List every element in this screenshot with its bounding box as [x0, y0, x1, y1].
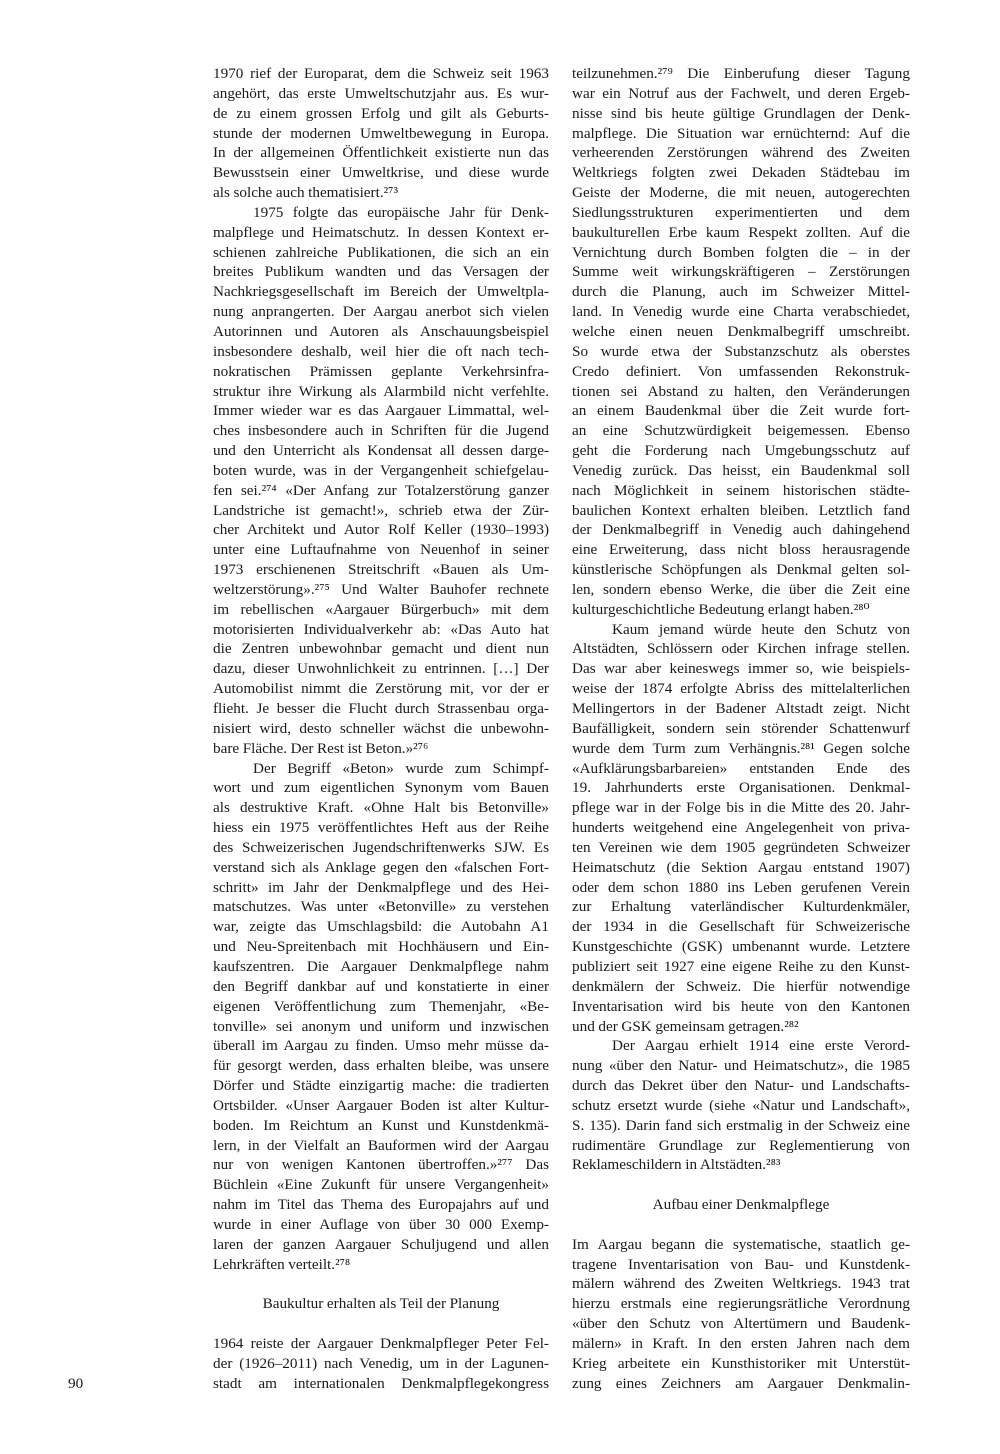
text-line: verheerenden Zerstörungen während des Zweiten — [572, 144, 910, 162]
text-line: ten Vereinen wie dem 1905 gegründeten Schweizer — [572, 838, 910, 856]
text-line: pflege war in der Folge bis in die Mitte des 20. Jahr- — [572, 799, 910, 817]
text-line: schritt» im Jahr der Denkmalpflege und des Hei- — [213, 878, 549, 896]
text-line: ches insbesondere auch in Schriften für die Jugend — [213, 422, 549, 440]
text-line: Kunstgeschichte (GSK) umbenannt wurde. Letztere — [572, 938, 910, 956]
text-line: Lehrkräften verteilt.²⁷⁸ — [213, 1255, 351, 1273]
text-line: Vernichtung durch Bomben folgten die – in der — [572, 243, 910, 261]
text-line: Nachkriegsgesellschaft im Bereich der Umweltpla- — [213, 283, 549, 301]
paragraph — [572, 1235, 910, 1394]
text-line: nisse sind bis heute gültige Grundlagen der Denk- — [572, 104, 910, 122]
text-line: Krieg arbeitete ein Kunsthistoriker mit Unterstüt- — [572, 1354, 910, 1372]
text-line: malpflege. Die Situation war ernüchternd: Auf die — [572, 124, 910, 142]
text-line: Geiste der Moderne, die mit neuen, autogerechten — [572, 184, 910, 202]
text-line: überall im Aargau zu finden. Umso mehr müsse da- — [213, 1037, 549, 1055]
text-line: 1964 reiste der Aargauer Denkmalpfleger Peter Fel- — [213, 1335, 549, 1352]
text-line: zur Erhaltung vaterländischer Kulturdenkmäler, — [572, 898, 910, 916]
text-line: nahm im Titel das Thema des Europajahrs auf und — [213, 1196, 549, 1214]
text-line: dazu, dieser Unwohnlichkeit zu entrinnen. […] Der — [213, 660, 549, 678]
paragraph — [572, 620, 910, 1037]
text-line: rudimentäre Grundlage zur Reglementierung von — [572, 1136, 910, 1154]
text-line: schutz ersetzt wurde (siehe «Natur und Landschaft», — [572, 1096, 910, 1114]
text-line: Baufälligkeit, sondern sein störender Schattenwurf — [572, 719, 910, 737]
text-line: im rebellischen «Aargauer Bürgerbuch» mit dem — [213, 600, 549, 618]
text-line: Ortsbilder. «Unser Aargauer Boden ist alter Kultur- — [213, 1096, 549, 1114]
text-line: Bewusstsein einer Umweltkrise, und diese wurde — [213, 164, 549, 182]
paragraph — [213, 1334, 549, 1394]
text-line: wurde in einer Auflage von über 30 000 Exemp- — [213, 1215, 549, 1233]
text-line: und den Unterricht als Kondensat all dessen darge- — [213, 442, 549, 460]
text-line: Siedlungsstrukturen experimentierten und dem — [572, 203, 910, 221]
text-line: «Aufklärungsbarbareien» entstanden Ende des — [572, 759, 910, 777]
text-line: baulichen Kontext erhalten bleiben. Letztlich fand — [572, 501, 910, 519]
text-line: nokratischen Prämissen geplante Verkehrsinfra- — [213, 362, 549, 380]
text-line: Kaum jemand würde heute den Schutz von — [612, 620, 910, 638]
text-line: nach Möglichkeit in seinem historischen städte- — [572, 481, 910, 499]
text-line: So wurde etwa der Substanzschutz als oberstes — [572, 342, 910, 360]
text-line: struktur ihre Wirkung als Alarmbild nicht verfehlte. — [213, 382, 549, 400]
text-line: weltzerstörung».²⁷⁵ Und Walter Bauhofer rechnete — [213, 580, 549, 598]
text-line: 1975 folgte das europäische Jahr für Denk- — [253, 203, 549, 221]
text-line: Landstriche ist gemacht!», schrieb etwa der Zür- — [213, 501, 549, 519]
text-line: nur von wenigen Kantonen übertroffen.»²⁷⁷ Das — [213, 1156, 549, 1174]
text-line: fen sei.²⁷⁴ «Der Anfang zur Totalzerstörung ganzer — [213, 481, 549, 499]
text-line: Inventarisation wird bis heute von den Kantonen — [572, 997, 910, 1015]
text-line: boten wurde, was in der Vergangenheit schiefgelau- — [213, 461, 549, 479]
text-line: war, zeigte das Umschlagsbild: die Autobahn A1 — [213, 918, 549, 936]
text-line: wort und zum eigentlichen Synonym vom Bauen — [213, 779, 549, 797]
text-line: eine Erweiterung, dass nicht bloss herausragende — [572, 541, 910, 559]
text-line: als solche auch thematisiert.²⁷³ — [213, 184, 399, 202]
text-line: und der GSK gemeinsam getragen.²⁸² — [572, 1017, 799, 1035]
text-line: Weltkriegs folgten zwei Dekaden Städtebau im — [572, 164, 910, 182]
text-line: S. 135). Darin fand sich erstmalig in der Schweiz eine — [572, 1116, 910, 1134]
text-line: denkmälern der Schweiz. Die hierfür notwendige — [572, 977, 910, 995]
text-line: Automobilist nimmt die Zerstörung mit, vor der er — [213, 680, 549, 698]
text-line: eigenen Veröffentlichung zum Themenjahr, «Be- — [213, 997, 549, 1015]
text-line: hierzu erstmals eine regierungsrätliche Verordnung — [572, 1295, 910, 1313]
text-line: laren der ganzen Aargauer Schuljugend und allen — [213, 1235, 549, 1253]
text-line: Dörfer und Städte einzigartig mache: die tradierten — [213, 1077, 549, 1095]
text-line: an eine Schutzwürdigkeit beigemessen. Ebenso — [572, 422, 910, 440]
blank-line — [572, 1175, 910, 1195]
text-line: tragene Inventarisation von Bau- und Kunstdenk- — [572, 1255, 910, 1273]
text-line: weise der 1874 erfolgte Abriss des mittelalterlichen — [572, 680, 910, 698]
text-line: stadt am internationalen Denkmalpflegekongress — [213, 1374, 549, 1392]
page-number: 90 — [68, 1375, 84, 1392]
text-line: die Zentren unbewohnbar gemacht und dient nun — [213, 640, 549, 658]
text-line: zung eines Zeichners am Aargauer Denkmalin- — [572, 1374, 910, 1392]
text-line: hunderts weitgehend eine Angelegenheit von priva- — [572, 819, 910, 837]
text-line: «über den Schutz von Altertümern und Baudenk- — [572, 1315, 910, 1333]
text-line: len, sondern ebenso Werke, die über die Zeit eine — [572, 580, 910, 598]
text-line: In der allgemeinen Öffentlichkeit existierte nun das — [213, 144, 549, 162]
paragraph — [213, 759, 549, 1275]
text-line: der (1926–2011) nach Venedig, um in der Lagunen- — [213, 1354, 549, 1372]
text-line: flieht. Je besser die Flucht durch Strassenbau orga- — [213, 700, 549, 717]
text-line: und Neu-Spreitenbach mit Hochhäusern und Ein- — [213, 938, 549, 956]
text-line: Venedig zurück. Das heisst, ein Baudenkmal soll — [572, 461, 910, 479]
text-line: motorisierten Individualverkehr ab: «Das Auto hat — [213, 620, 549, 638]
text-line: als destruktive Kraft. «Ohne Halt bis Betonville» — [213, 799, 549, 817]
text-line: geht die Forderung nach Umgebungsschutz auf — [572, 442, 910, 460]
left-text-column — [213, 64, 549, 1394]
text-line: baukulturellen Erbe kaum Respekt zollten. Auf die — [572, 223, 910, 241]
text-line: der Denkmalbegriff in Venedig auch dahingehend — [572, 521, 910, 539]
section-heading: Baukultur erhalten als Teil der Planung — [262, 1295, 500, 1313]
text-line: teilzunehmen.²⁷⁹ Die Einberufung dieser Tagung — [572, 65, 910, 82]
blank-line — [572, 1215, 910, 1235]
text-line: kaufszentren. Die Aargauer Denkmalpflege nahm — [213, 957, 549, 975]
text-line: hiess ein 1975 veröffentlichtes Heft aus der Reihe — [213, 819, 549, 837]
text-line: de zu einem grossen Erfolg und gilt als Geburts- — [213, 104, 549, 122]
text-line: malpflege und Heimatschutz. In dessen Kontext er- — [213, 223, 549, 241]
text-line: tionen sei Abstand zu halten, den Veränderungen — [572, 382, 910, 400]
paragraph — [213, 64, 549, 203]
text-line: boden. Im Reichtum an Kunst und Kunstdenkmä- — [213, 1116, 549, 1134]
text-line: Credo definiert. Von umfassenden Rekonstruk- — [572, 362, 910, 380]
text-line: oder dem schon 1880 ins Leben gerufenen Verein — [572, 878, 910, 896]
text-line: Mellingertors in der Badener Altstadt zeigt. Nicht — [572, 700, 910, 717]
text-line: 1970 rief der Europarat, dem die Schweiz seit 1963 — [213, 65, 549, 82]
text-line: Im Aargau begann die systematische, staatlich ge- — [572, 1235, 910, 1253]
text-line: verstand sich als Anklage gegen den «falschen Fort- — [213, 858, 549, 876]
text-line: den Begriff dankbar auf und konstatierte in einer — [213, 977, 549, 995]
text-line: publiziert seit 1927 eine eigene Reihe zu den Kunst- — [572, 957, 910, 975]
text-line: war ein Notruf aus der Fachwelt, und deren Ergeb- — [572, 84, 910, 102]
text-line: land. In Venedig wurde eine Charta verabschiedet, — [572, 303, 910, 321]
text-line: unter eine Luftaufnahme von Neuenhof in seiner — [213, 541, 549, 559]
text-line: Büchlein «Eine Zukunft für unsere Vergangenheit» — [213, 1176, 549, 1194]
text-line: mälern während des Zweiten Weltkriegs. 1943 trat — [572, 1275, 910, 1293]
paragraph — [572, 64, 910, 620]
text-line: Reklameschildern in Altstädten.²⁸³ — [572, 1156, 781, 1174]
text-line: lern, in der Vielfalt an Bauformen wird der Aargau — [213, 1136, 549, 1154]
text-line: nisiert wird, desto schneller wächst die unbewohn- — [213, 719, 549, 737]
text-line: welche einen neuen Denkmalbegriff umschreibt. — [572, 322, 910, 340]
blank-line — [213, 1314, 549, 1334]
text-line: stunde der modernen Umweltbewegung in Europa. — [213, 124, 549, 142]
text-line: durch die Planung, auch im Schweizer Mittel- — [572, 283, 910, 301]
paragraph — [213, 203, 549, 759]
text-line: 19. Jahrhunderts erste Organisationen. Denkmal- — [572, 779, 910, 797]
text-line: Immer wieder war es das Aargauer Limmattal, wel- — [213, 402, 549, 420]
text-line: schienen zahlreiche Publikationen, die sich an ein — [213, 243, 549, 261]
text-line: Summe weit wirkungskräftigeren – Zerstörungen — [572, 263, 910, 281]
text-line: insbesondere deshalb, weil hier die oft nach tech- — [213, 342, 549, 360]
text-line: des Schweizerischen Jugendschriftenwerks SJW. Es — [213, 838, 549, 856]
paragraph — [572, 1036, 910, 1175]
text-line: künstlerische Schöpfungen als Denkmal gelten sol- — [572, 561, 910, 579]
text-line: Heimatschutz (die Sektion Aargau entstand 1907) — [572, 858, 910, 876]
text-line: für gesorgt werden, dass erhalten bleibe, was unsere — [213, 1057, 549, 1075]
text-line: der 1934 in die Gesellschaft für Schweizerische — [572, 918, 910, 936]
section-heading: Aufbau einer Denkmalpflege — [652, 1196, 830, 1214]
text-line: bare Fläche. Der Rest ist Beton.»²⁷⁶ — [213, 739, 429, 757]
text-line: matschutzes. Was unter «Betonville» zu verstehen — [213, 898, 549, 916]
text-line: tonville» sei anonym und uniform und inzwischen — [213, 1017, 549, 1035]
text-line: durch das Dekret über den Natur- und Landschafts- — [572, 1077, 910, 1095]
text-line: Autorinnen und Autoren als Anschauungsbeispiel — [213, 322, 549, 340]
text-line: Der Aargau erhielt 1914 eine erste Verord- — [612, 1037, 910, 1055]
right-text-column — [572, 64, 910, 1394]
text-line: an einem Baudenkmal über die Zeit wurde fort- — [572, 402, 910, 420]
text-line: breites Publikum wandten und das Versagen der — [213, 263, 549, 281]
text-line: wurde dem Turm zum Verhängnis.²⁸¹ Gegen solche — [572, 739, 910, 757]
text-line: kulturgeschichtliche Bedeutung erlangt haben.²⁸⁰ — [572, 600, 870, 618]
text-line: Altstädten, Schlössern oder Kirchen infrage stellen. — [572, 640, 910, 658]
text-line: Der Begriff «Beton» wurde zum Schimpf- — [253, 759, 549, 777]
text-line: nung «über den Natur- und Heimatschutz», die 1985 — [572, 1057, 910, 1075]
text-line: 1973 erschienenen Streitschrift «Bauen als Um- — [213, 561, 549, 579]
text-line: Das war aber keineswegs immer so, wie beispiels- — [572, 660, 910, 678]
text-line: nung anprangerten. Der Aargau anerbot sich vielen — [213, 303, 549, 321]
text-line: angehört, das erste Umweltschutzjahr aus. Es wur- — [213, 84, 549, 102]
text-line: cher Architekt und Autor Rolf Keller (1930–1993) — [213, 521, 549, 539]
text-line: mälern» in Kraft. In den ersten Jahren nach dem — [572, 1335, 910, 1352]
blank-line — [213, 1274, 549, 1294]
